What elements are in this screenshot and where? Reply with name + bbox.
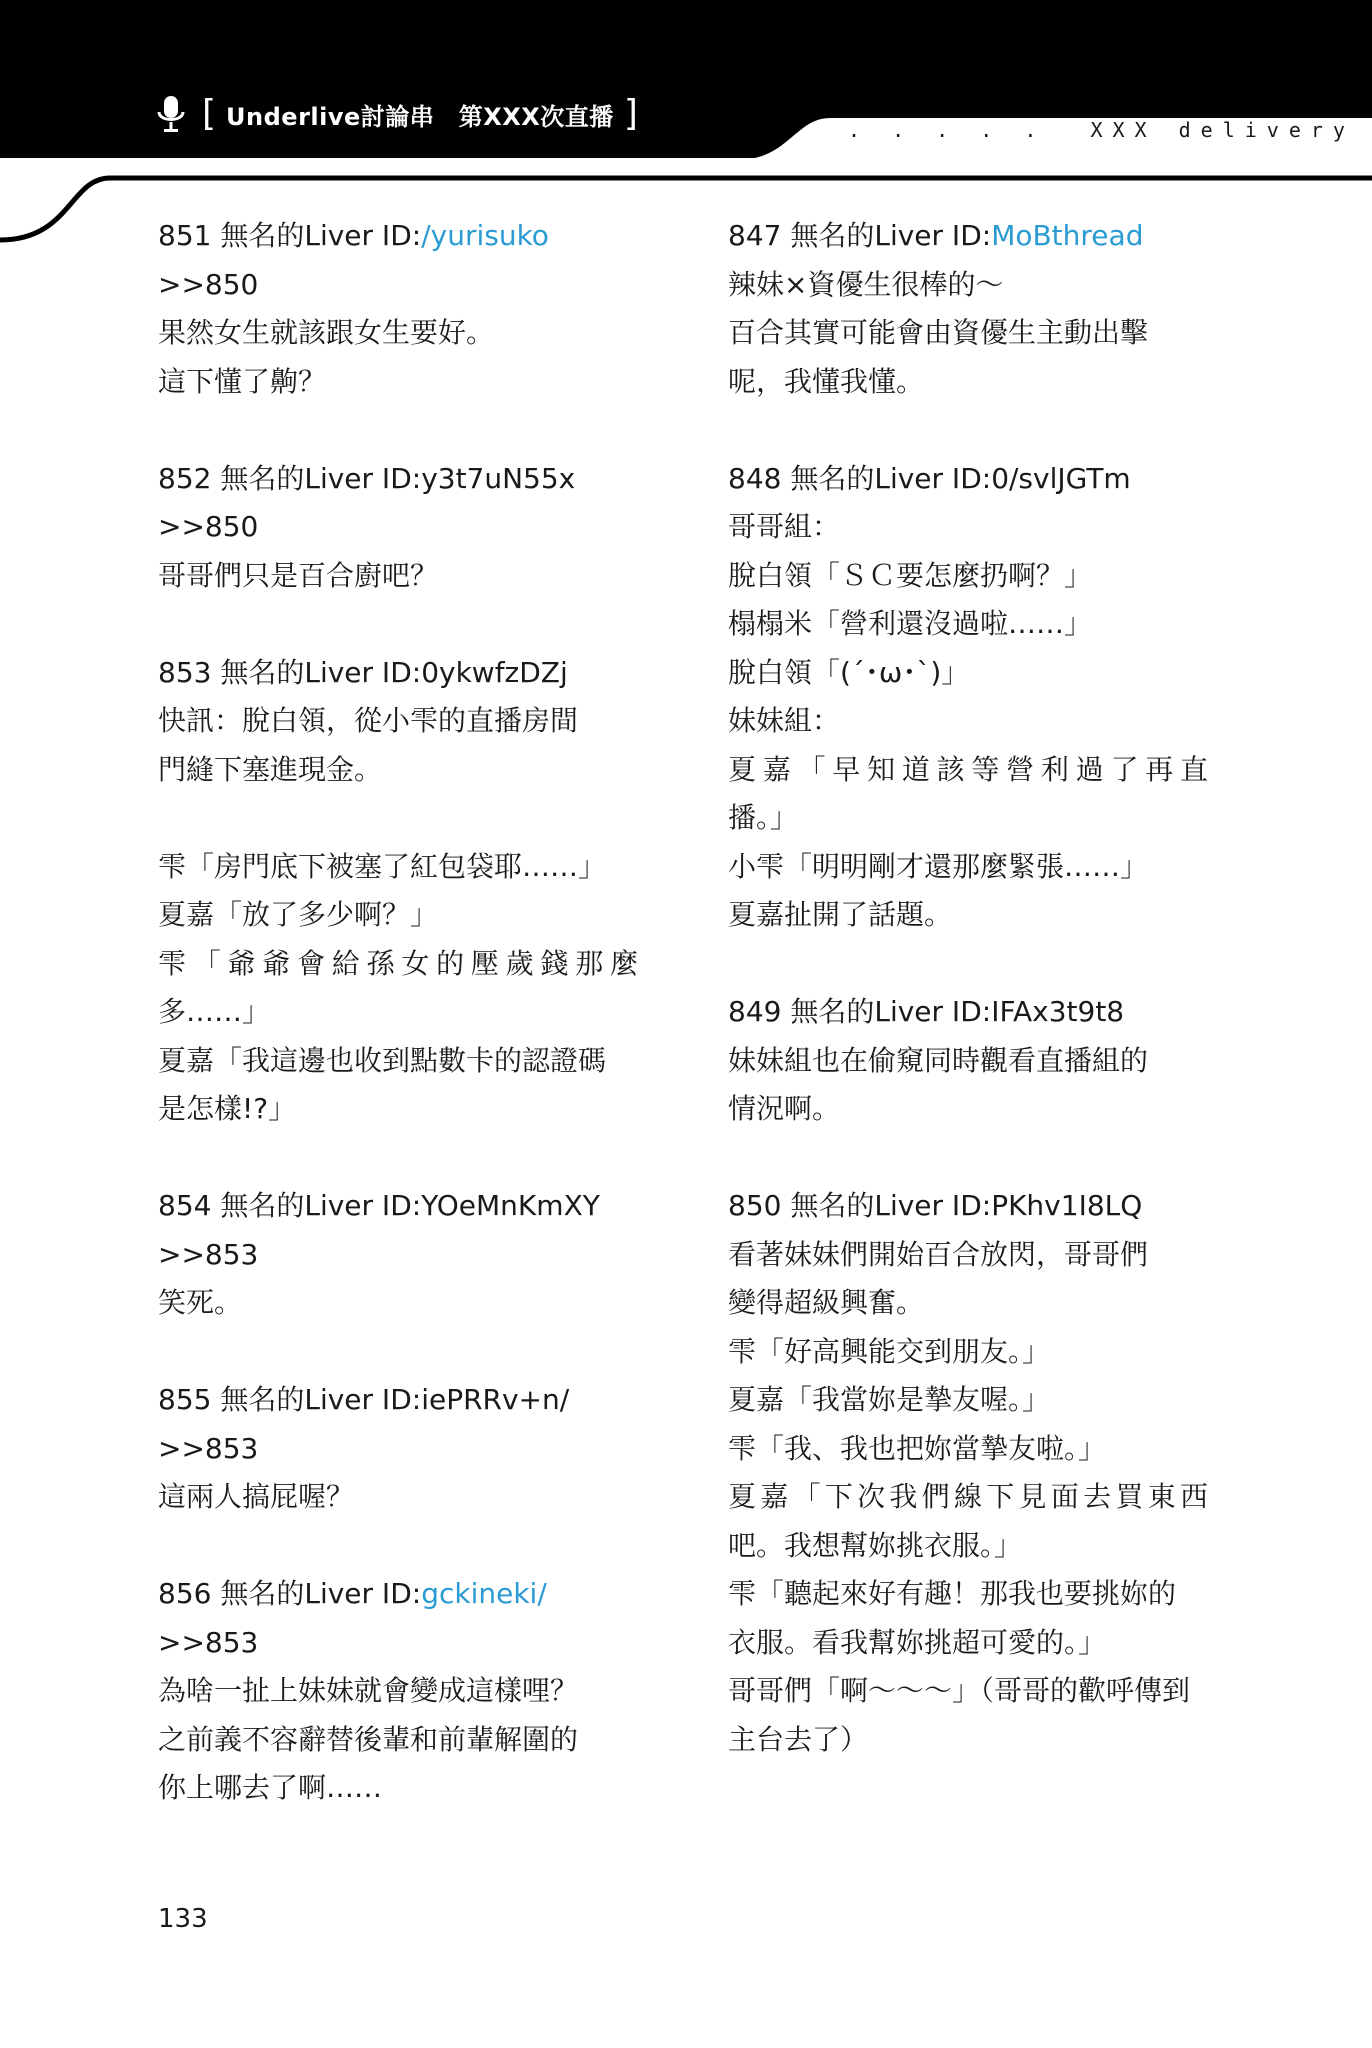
post-text-line: 小雫「明明剛才還那麼緊張……」 bbox=[728, 849, 1149, 883]
post-text-line: 哥哥們「啊～～～」（哥哥的歡呼傳到 bbox=[728, 1674, 1191, 1707]
poster-id-link[interactable]: /yurisuko bbox=[421, 219, 549, 252]
header-title-group bbox=[156, 92, 638, 136]
post-text-line: 播。」 bbox=[728, 801, 799, 834]
post-text-line: 哥哥組： bbox=[728, 510, 841, 543]
post-text-line: 這兩人搞屁喔？ bbox=[158, 1480, 355, 1513]
post-text-line: 變得超級興奮。 bbox=[728, 1286, 925, 1319]
post-text-line: 多……」 bbox=[158, 995, 271, 1028]
post-text-line: 你上哪去了啊…… bbox=[158, 1771, 383, 1804]
post-text-line: 情況啊。 bbox=[728, 1092, 841, 1125]
poster-id: 0ykwfzDZj bbox=[421, 655, 568, 689]
post-text-line: >>853 bbox=[158, 1237, 259, 1271]
right-column bbox=[728, 212, 1208, 1813]
post-text-line: 衣服。看我幫妳挑超可愛的。」 bbox=[728, 1625, 1107, 1659]
thread-post bbox=[728, 455, 1208, 940]
post-header bbox=[158, 1376, 638, 1425]
blank-line bbox=[158, 794, 638, 843]
post-header bbox=[158, 649, 638, 698]
post-text-line: >>853 bbox=[158, 1431, 259, 1465]
post-number-and-name: 854 無名的Liver ID: bbox=[158, 1189, 422, 1222]
post-text-line: 門縫下塞進現金。 bbox=[158, 752, 383, 786]
post-header bbox=[158, 455, 638, 504]
post-text-line: 脫白領「ＳＣ要怎麼扔啊？」 bbox=[728, 558, 1093, 592]
post-text-line: 百合其實可能會由資優生主動出擊 bbox=[728, 316, 1149, 349]
post-header bbox=[728, 455, 1208, 504]
post-text-line: 辣妹×資優生很棒的～ bbox=[728, 267, 1004, 301]
post-number-and-name: 856 無名的Liver ID: bbox=[158, 1577, 422, 1610]
post-number-and-name: 852 無名的Liver ID: bbox=[158, 461, 422, 495]
thread-post bbox=[158, 212, 638, 406]
post-text-line: 這下懂了齁？ bbox=[158, 364, 327, 398]
post-number-and-name: 855 無名的Liver ID: bbox=[158, 1383, 422, 1416]
post-text-line: 夏嘉「下次我們線下見面去買東西 bbox=[728, 1480, 1208, 1513]
post-text-line: 妹妹組： bbox=[728, 704, 841, 737]
post-text-line: 夏嘉「我這邊也收到點數卡的認證碼 bbox=[158, 1043, 607, 1077]
right-bracket: ] bbox=[623, 93, 638, 134]
left-bracket: [ bbox=[202, 93, 217, 134]
poster-id: 0/svlJGTm bbox=[991, 461, 1131, 495]
post-number-and-name: 849 無名的Liver ID: bbox=[728, 995, 992, 1028]
page-number: 133 bbox=[158, 1904, 208, 1934]
post-number-and-name: 850 無名的Liver ID: bbox=[728, 1189, 992, 1222]
post-number-and-name: 851 無名的Liver ID: bbox=[158, 219, 422, 252]
thread-post bbox=[728, 212, 1208, 406]
post-text-line: >>850 bbox=[158, 267, 259, 301]
left-column bbox=[158, 212, 638, 1861]
post-number-and-name: 848 無名的Liver ID: bbox=[728, 461, 992, 495]
poster-id-link[interactable]: MoBthread bbox=[991, 219, 1144, 252]
post-header bbox=[728, 1182, 1208, 1231]
post-text-line: 看著妹妹們開始百合放閃，哥哥們 bbox=[728, 1237, 1149, 1271]
poster-id: YOeMnKmXY bbox=[421, 1189, 600, 1222]
series-title: Underlive討論串 第XXX次直播 bbox=[226, 102, 614, 131]
thread-post bbox=[158, 1182, 638, 1328]
post-text-line: 雫「房門底下被塞了紅包袋耶……」 bbox=[158, 849, 607, 883]
delivery-subtitle: . . . . . XXX delivery bbox=[848, 118, 1355, 142]
post-text-line: 為啥一扯上妹妹就會變成這樣哩？ bbox=[158, 1674, 579, 1707]
post-text-line: 主台去了） bbox=[728, 1722, 869, 1756]
post-text-line: 呢，我懂我懂。 bbox=[728, 364, 925, 398]
thread-post bbox=[158, 649, 638, 1134]
post-text-line: 之前義不容辭替後輩和前輩解圍的 bbox=[158, 1722, 579, 1756]
post-text-line: 妹妹組也在偷窺同時觀看直播組的 bbox=[728, 1043, 1149, 1077]
thread-post bbox=[158, 1570, 638, 1813]
post-text-line: 笑死。 bbox=[158, 1286, 243, 1319]
thread-post bbox=[728, 1182, 1208, 1764]
post-text-line: 哥哥們只是百合廚吧？ bbox=[158, 558, 439, 592]
post-number-and-name: 853 無名的Liver ID: bbox=[158, 655, 422, 689]
microphone-icon bbox=[156, 94, 186, 134]
post-number-and-name: 847 無名的Liver ID: bbox=[728, 219, 992, 252]
poster-id: PKhv1I8LQ bbox=[991, 1189, 1143, 1222]
thread-post bbox=[158, 1376, 638, 1522]
poster-id: iePRRv+n/ bbox=[421, 1383, 570, 1416]
post-text-line: 是怎樣!?」 bbox=[158, 1092, 297, 1125]
post-text-line: 夏嘉「放了多少啊？」 bbox=[158, 898, 439, 931]
thread-post bbox=[728, 988, 1208, 1134]
post-header bbox=[728, 212, 1208, 261]
poster-id: IFAx3t9t8 bbox=[991, 995, 1125, 1028]
poster-id-link[interactable]: gckineki/ bbox=[421, 1577, 547, 1610]
post-text-line: 夏嘉扯開了話題。 bbox=[728, 898, 953, 931]
post-text-line: 雫「好高興能交到朋友。」 bbox=[728, 1334, 1051, 1368]
post-text-line: 雫「爺爺會給孫女的壓歲錢那麼 bbox=[158, 946, 638, 980]
post-text-line: 夏嘉「我當妳是摯友喔。」 bbox=[728, 1383, 1051, 1416]
post-header bbox=[158, 212, 638, 261]
post-header bbox=[158, 1570, 638, 1619]
post-text-line: 快訊：脫白領，從小雫的直播房間 bbox=[158, 704, 579, 737]
post-text-line: 果然女生就該跟女生要好。 bbox=[158, 316, 495, 349]
post-header bbox=[728, 988, 1208, 1037]
post-text-line: 夏嘉「早知道該等營利過了再直 bbox=[728, 752, 1208, 786]
post-text-line: 榻榻米「營利還沒過啦……」 bbox=[728, 607, 1093, 640]
post-text-line: 雫「我、我也把妳當摯友啦。」 bbox=[728, 1431, 1107, 1465]
post-text-line: 雫「聽起來好有趣！那我也要挑妳的 bbox=[728, 1577, 1177, 1610]
post-text-line: 脫白領「(´･ω･`)」 bbox=[728, 655, 970, 689]
post-text-line: >>850 bbox=[158, 510, 259, 543]
post-header bbox=[158, 1182, 638, 1231]
post-text-line: 吧。我想幫妳挑衣服。」 bbox=[728, 1528, 1023, 1562]
poster-id: y3t7uN55x bbox=[421, 461, 576, 495]
thread-post bbox=[158, 455, 638, 601]
post-text-line: >>853 bbox=[158, 1625, 259, 1659]
